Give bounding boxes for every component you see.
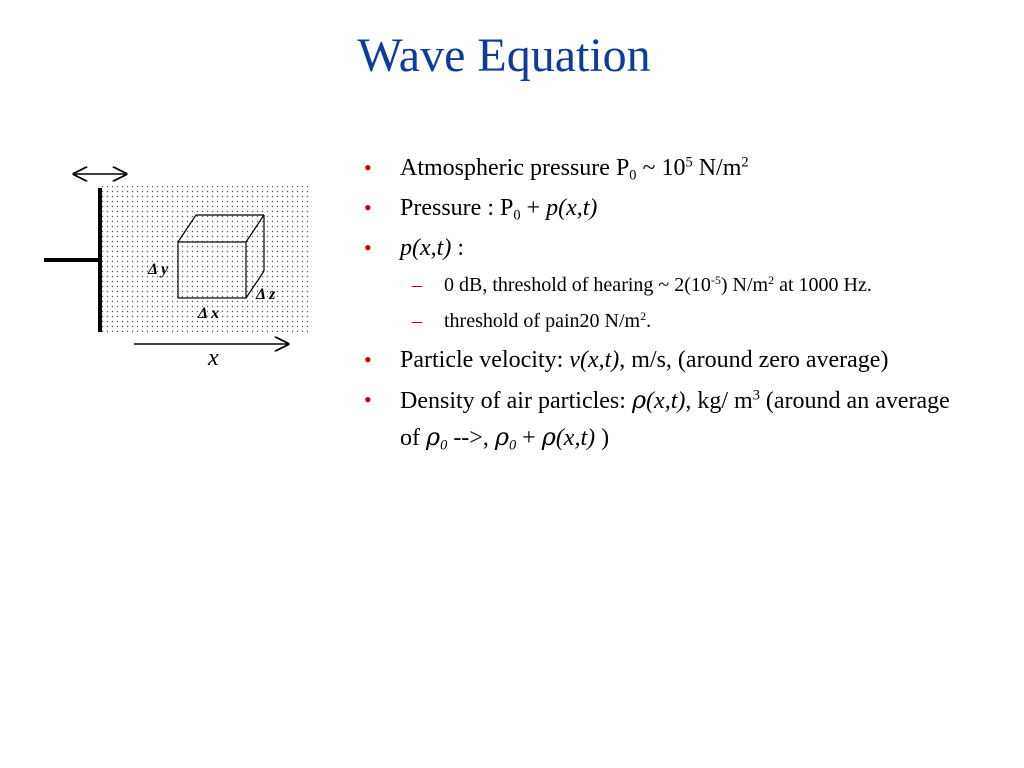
subbullet-marker: – xyxy=(412,274,422,296)
bullet-marker: • xyxy=(364,235,372,260)
fluid-element-diagram xyxy=(36,160,336,380)
bullet-p-xt: • p(x,t) : xyxy=(360,230,970,266)
delta-z-label: Δ z xyxy=(256,286,276,303)
x-axis-label: x xyxy=(208,345,219,371)
delta-y-label: Δ y xyxy=(148,261,169,278)
bullet-marker: • xyxy=(364,155,372,180)
bullet-marker: • xyxy=(364,387,372,412)
subbullet-threshold-hearing: – 0 dB, threshold of hearing ~ $2(10^{-5})$ $N/m^2$ at 1000 Hz. xyxy=(360,270,970,300)
bullet-marker: • xyxy=(364,195,372,220)
bullet-pressure: • Pressure : $P_0 + p(x,t)$ xyxy=(360,190,970,226)
bullet-marker: • xyxy=(364,347,372,372)
bullet-density: • Density of air particles: ρ(x,t), kg/ $m^3$ (around an average of $\rho_0$ -->, $\rho_0 + \rho(x,t)$ ) xyxy=(360,382,970,456)
delta-x-label: Δ x xyxy=(198,305,220,322)
bullet-particle-velocity: • Particle velocity: v(x,t), m/s, (around zero average) xyxy=(360,342,970,378)
bullet-atmospheric-pressure: • Atmospheric pressure $P_0$ ~ $10^5$ $N/m^2$ xyxy=(360,150,970,186)
slide-title: Wave Equation xyxy=(357,29,651,82)
subbullet-marker: – xyxy=(412,310,422,332)
bullet-list xyxy=(360,150,970,460)
subbullet-threshold-pain: – threshold of pain20 $N/m^2$. xyxy=(360,306,970,336)
